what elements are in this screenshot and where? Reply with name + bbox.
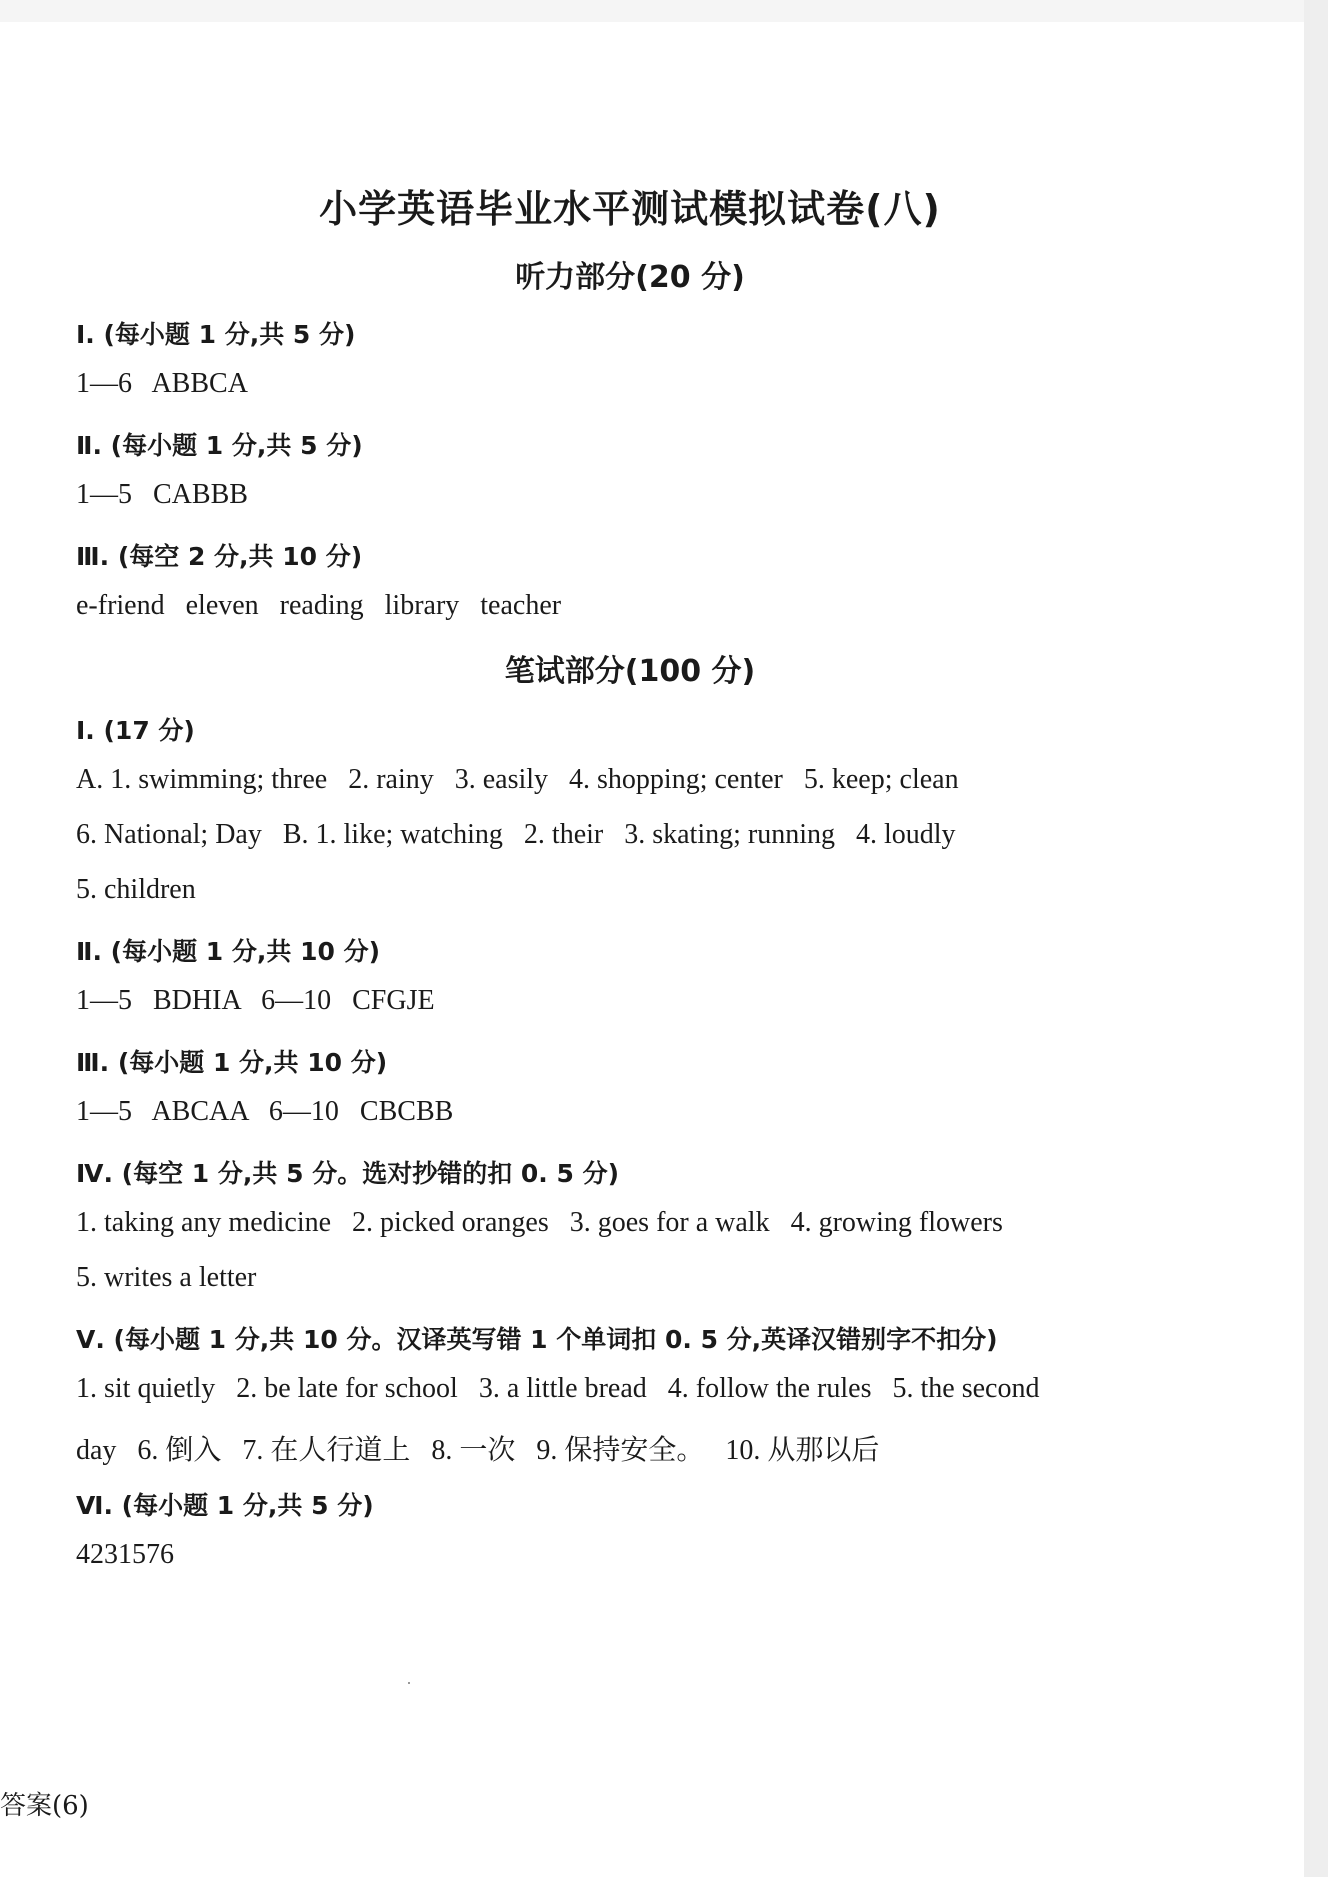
writing-section-4-line-2: 5. writes a letter <box>76 1262 257 1293</box>
writing-section-3-answers: 1—5 ABCAA 6—10 CBCBB <box>76 1096 454 1127</box>
writing-title: 笔试部分(100 分) <box>504 654 756 689</box>
listening-section-1-answers: 1—6 ABBCA <box>76 368 248 399</box>
scan-speck <box>408 1682 410 1684</box>
writing-section-5-line-2: day 6. 倒入 7. 在人行道上 8. 一次 9. 保持安全。 10. 从那以后 <box>76 1435 880 1466</box>
writing-section-6-heading: Ⅵ. (每小题 1 分,共 5 分) <box>76 1491 374 1520</box>
page-footer: 答案(6) <box>0 1791 89 1821</box>
listening-section-1-heading: Ⅰ. (每小题 1 分,共 5 分) <box>76 320 356 349</box>
listening-title: 听力部分(20 分) <box>515 260 745 295</box>
listening-section-2-heading: Ⅱ. (每小题 1 分,共 5 分) <box>76 431 363 460</box>
writing-section-6-answers: 4231576 <box>76 1539 174 1570</box>
writing-section-4-line-1: 1. taking any medicine 2. picked oranges 3. goes for a walk 4. growing flowers <box>76 1207 1003 1238</box>
writing-section-2-answers: 1—5 BDHIA 6—10 CFGJE <box>76 985 435 1016</box>
scan-top-edge <box>0 0 1328 22</box>
scan-right-edge <box>1304 0 1328 1877</box>
writing-section-1-heading: Ⅰ. (17 分) <box>76 716 195 745</box>
writing-section-4-heading: Ⅳ. (每空 1 分,共 5 分。选对抄错的扣 0. 5 分) <box>76 1159 620 1188</box>
listening-section-3-heading: Ⅲ. (每空 2 分,共 10 分) <box>76 542 363 571</box>
writing-section-3-heading: Ⅲ. (每小题 1 分,共 10 分) <box>76 1048 388 1077</box>
writing-section-1-line-2: 6. National; Day B. 1. like; watching 2. their 3. skating; running 4. loudly <box>76 819 956 850</box>
page-title: 小学英语毕业水平测试模拟试卷(八) <box>319 187 941 231</box>
listening-section-2-answers: 1—5 CABBB <box>76 479 248 510</box>
writing-section-2-heading: Ⅱ. (每小题 1 分,共 10 分) <box>76 937 381 966</box>
writing-section-1-line-1: A. 1. swimming; three 2. rainy 3. easily 4. shopping; center 5. keep; clean <box>76 764 959 795</box>
writing-section-5-heading: Ⅴ. (每小题 1 分,共 10 分。汉译英写错 1 个单词扣 0. 5 分,英译汉错别字不扣分) <box>76 1325 998 1354</box>
listening-section-3-answers: e-friend eleven reading library teacher <box>76 590 562 621</box>
writing-section-5-line-1: 1. sit quietly 2. be late for school 3. a little bread 4. follow the rules 5. the second <box>76 1373 1040 1404</box>
writing-section-1-line-3: 5. children <box>76 874 196 905</box>
